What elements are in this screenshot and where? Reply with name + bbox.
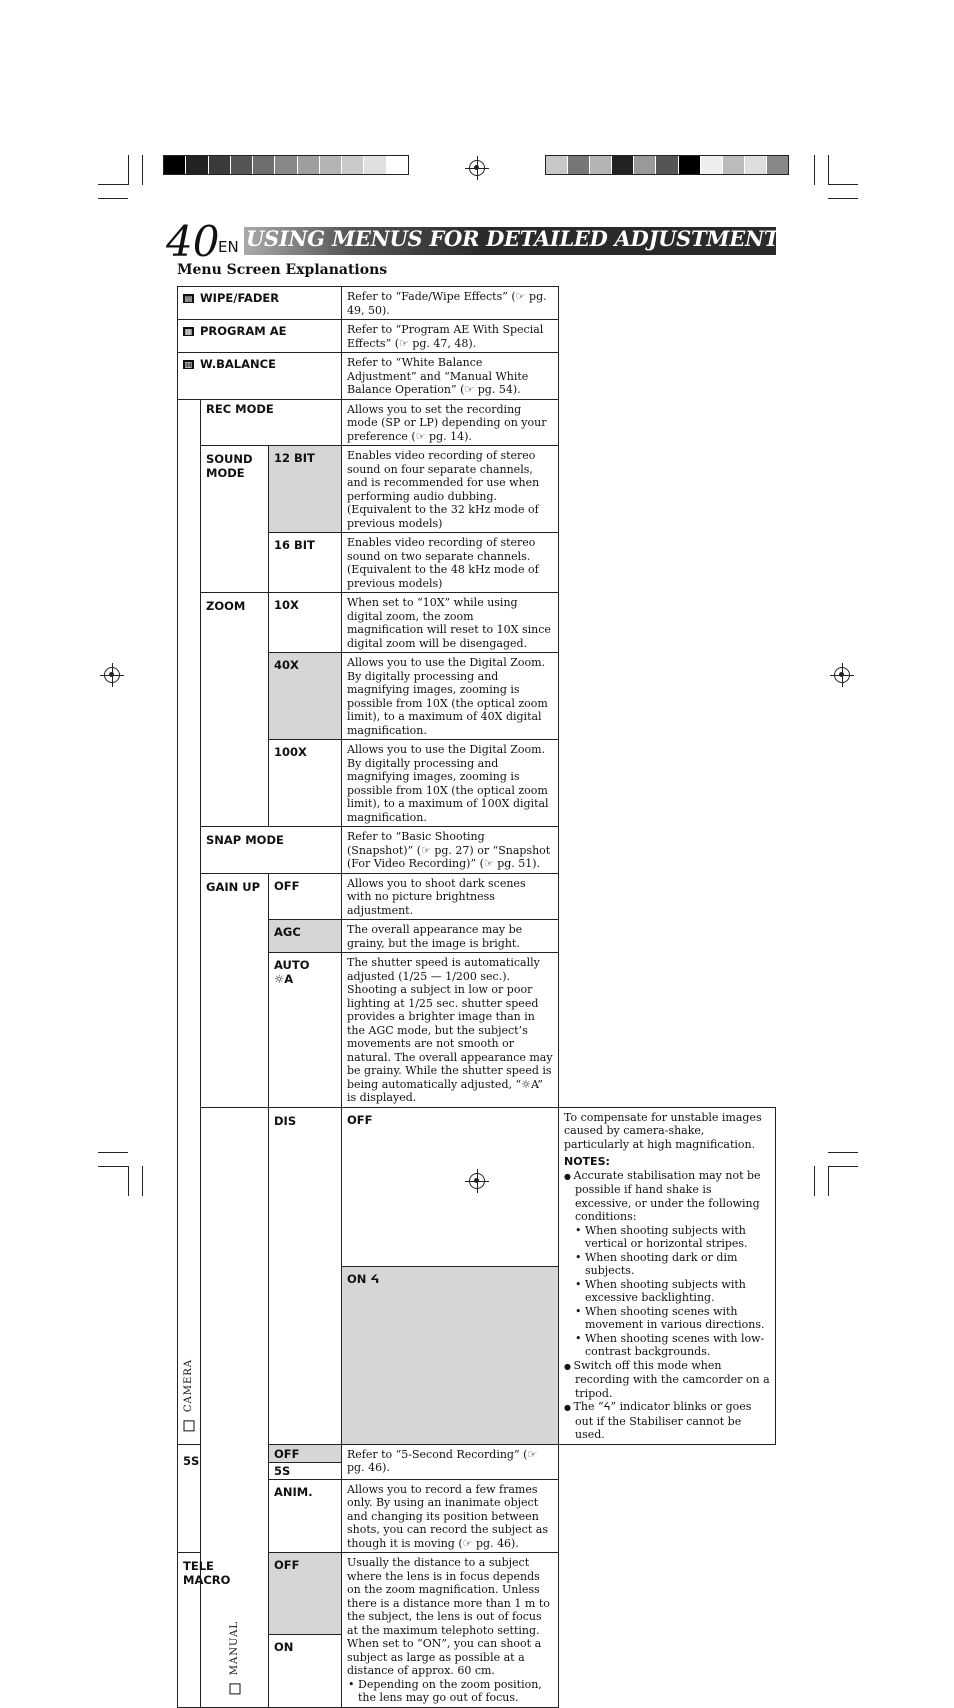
row-description: Refer to “5-Second Recording” (☞ pg. 46). <box>342 1444 559 1479</box>
row-description: Allows you to use the Digital Zoom. By digitally processing and magnifying images, zooming is possible from 10X (the optical zoom limit), to a maximum of 40X digital magnification. <box>342 653 559 740</box>
crop-mark <box>828 184 858 185</box>
crop-mark <box>142 155 143 185</box>
page-language: EN <box>218 238 239 256</box>
row-label: TELE MACRO <box>178 1553 201 1708</box>
page-number: 40 <box>166 217 220 266</box>
row-description: Refer to “White Balance Adjustment” and “Manual White Balance Operation” (☞ pg. 54). <box>342 353 559 400</box>
crop-mark <box>814 1166 815 1196</box>
registration-mark-icon <box>104 667 120 683</box>
option-label: ANIM. <box>269 1479 342 1553</box>
option-label: ON <box>269 1635 342 1707</box>
crop-mark <box>98 1152 128 1153</box>
condition-item: • When shooting subjects with excessive backlighting. <box>564 1278 770 1305</box>
crop-mark <box>828 155 829 185</box>
menu-table <box>177 286 776 1708</box>
camera-group-label <box>178 399 201 1444</box>
page-title-cont: (cont.) <box>786 232 841 250</box>
crop-mark <box>128 1166 129 1196</box>
row-description: Allows you to set the recording mode (SP or LP) depending on your preference (☞ pg. 14). <box>342 399 559 446</box>
row-label: REC MODE <box>201 399 342 446</box>
row-label: SNAP MODE <box>201 827 342 874</box>
row-label: WIPE/FADER <box>200 291 280 305</box>
notes-list <box>564 1169 770 1224</box>
page-title-text: USING MENUS FOR DETAILED ADJUSTMENT <box>246 226 780 251</box>
option-label: AGC <box>269 920 342 953</box>
row-label: GAIN UP <box>201 873 269 1107</box>
option-label: 10X <box>269 593 342 653</box>
option-label: OFF <box>342 1107 559 1267</box>
notes-list <box>564 1359 770 1442</box>
table-row <box>178 593 776 653</box>
page-title <box>246 226 841 251</box>
table-row <box>178 287 776 320</box>
table-row <box>178 827 776 874</box>
condition-item: • When shooting dark or dim subjects. <box>564 1251 770 1278</box>
auto-gain-icon: ☼A <box>274 972 294 986</box>
program-ae-icon: ▦ <box>184 327 193 336</box>
table-row <box>178 446 776 533</box>
row-label: 5S <box>178 1444 201 1553</box>
row-label: PROGRAM AE <box>200 324 287 338</box>
option-on-label: ON <box>347 1272 367 1287</box>
color-bar-left <box>163 155 409 175</box>
crop-mark <box>814 155 815 185</box>
row-description: Allows you to use the Digital Zoom. By digitally processing and magnifying images, zooming is possible from 10X (the optical zoom limit), to a maximum of 100X digital magnification. <box>342 740 559 827</box>
conditions-list <box>564 1224 770 1359</box>
option-label <box>269 953 342 1108</box>
crop-mark <box>828 1152 858 1153</box>
row-label: SOUND MODE <box>201 446 269 593</box>
wipe-fader-icon: ▤ <box>184 294 193 303</box>
row-description: Allows you to record a few frames only. By using an inanimate object and changing its position between shots, you can record the subject as though it is moving (☞ pg. 46). <box>342 1479 559 1553</box>
table-row <box>178 399 776 446</box>
note-item: ● Switch off this mode when recording with the camcorder on a tripod. <box>564 1359 770 1401</box>
manual-group-label <box>201 1107 269 1707</box>
row-label: ZOOM <box>201 593 269 827</box>
tele-notes <box>337 1678 553 1705</box>
row-description <box>342 1553 559 1708</box>
table-row <box>178 873 776 920</box>
crop-mark <box>142 1166 143 1196</box>
white-balance-icon: ▥ <box>184 360 193 369</box>
note-item: • Depending on the zoom position, the lens may go out of focus. <box>337 1678 553 1705</box>
registration-mark-icon <box>834 667 850 683</box>
crop-mark <box>828 1166 858 1167</box>
row-description: The overall appearance may be grainy, but the image is bright. <box>342 920 559 953</box>
option-label: 100X <box>269 740 342 827</box>
condition-item: • When shooting scenes with movement in various directions. <box>564 1305 770 1332</box>
crop-mark <box>98 184 128 185</box>
option-label: OFF <box>269 1553 342 1635</box>
camera-icon <box>184 1421 195 1432</box>
crop-mark <box>98 198 128 199</box>
option-auto-label: AUTO <box>274 958 310 972</box>
side-label-camera: CAMERA <box>183 1359 195 1413</box>
row-description <box>559 1107 776 1444</box>
note-item: ● The “ᔦ” indicator blinks or goes out if the Stabiliser cannot be used. <box>564 1400 770 1442</box>
crop-mark <box>98 1166 128 1167</box>
row-description: Allows you to shoot dark scenes with no picture brightness adjustment. <box>342 873 559 920</box>
crop-mark <box>828 1166 829 1196</box>
row-description: The shutter speed is automatically adjusted (1/25 — 1/200 sec.). Shooting a subject in low or poor lighting at 1/25 sec. shutter speed provides a brighter image than in the AGC mode, but the subject’s movements are not smooth or natural. The overall appearance may be grainy. While the shutter speed is being automatically adjusted, “☼A” is displayed. <box>342 953 559 1108</box>
condition-item: • When shooting scenes with low-contrast backgrounds. <box>564 1332 770 1359</box>
option-label: 12 BIT <box>269 446 342 533</box>
row-description: Refer to “Fade/Wipe Effects” (☞ pg. 49, 50). <box>342 287 559 320</box>
table-row <box>178 1107 776 1267</box>
table-row <box>178 320 776 353</box>
manual-icon <box>229 1684 240 1695</box>
side-label-manual: MANUAL <box>228 1621 240 1676</box>
option-label <box>342 1267 559 1444</box>
dis-description: To compensate for unstable images caused by camera-shake, particularly at high magnification. <box>564 1110 762 1151</box>
row-description: Refer to “Basic Shooting (Snapshot)” (☞ pg. 27) or “Snapshot (For Video Recording)” (☞ pg. 51). <box>342 827 559 874</box>
table-row <box>178 353 776 400</box>
option-label: OFF <box>269 1444 342 1462</box>
color-bar-right <box>545 155 789 175</box>
registration-mark-icon <box>469 160 485 176</box>
option-label: OFF <box>269 873 342 920</box>
stabiliser-icon: ᔦ <box>370 1272 380 1287</box>
option-label: 16 BIT <box>269 533 342 593</box>
row-description: Refer to “Program AE With Special Effects” (☞ pg. 47, 48). <box>342 320 559 353</box>
condition-item: • When shooting subjects with vertical or horizontal stripes. <box>564 1224 770 1251</box>
row-label: DIS <box>269 1107 342 1444</box>
row-label: W.BALANCE <box>200 357 276 371</box>
row-description: Enables video recording of stereo sound on two separate channels. (Equivalent to the 48 kHz mode of previous models) <box>342 533 559 593</box>
option-label: 40X <box>269 653 342 740</box>
section-heading: Menu Screen Explanations <box>177 262 388 278</box>
notes-heading: NOTES: <box>564 1155 610 1168</box>
note-item: ● Accurate stabilisation may not be possible if hand shake is excessive, or under the following conditions: <box>564 1169 770 1224</box>
crop-mark <box>828 198 858 199</box>
crop-mark <box>128 155 129 185</box>
row-description: When set to “10X” while using digital zoom, the zoom magnification will reset to 10X since digital zoom will be disengaged. <box>342 593 559 653</box>
tele-description: Usually the distance to a subject where the lens is in focus depends on the zoom magnification. Unless there is a distance more than 1 m to the subject, the lens is out of focus at the maximum telephoto setting. When set to “ON”, you can shoot a subject as large as possible at a distance of approx. 60 cm. <box>347 1556 550 1677</box>
option-label: 5S <box>269 1462 342 1479</box>
row-description: Enables video recording of stereo sound on four separate channels, and is recommended for use when performing audio dubbing. (Equivalent to the 32 kHz mode of previous models) <box>342 446 559 533</box>
